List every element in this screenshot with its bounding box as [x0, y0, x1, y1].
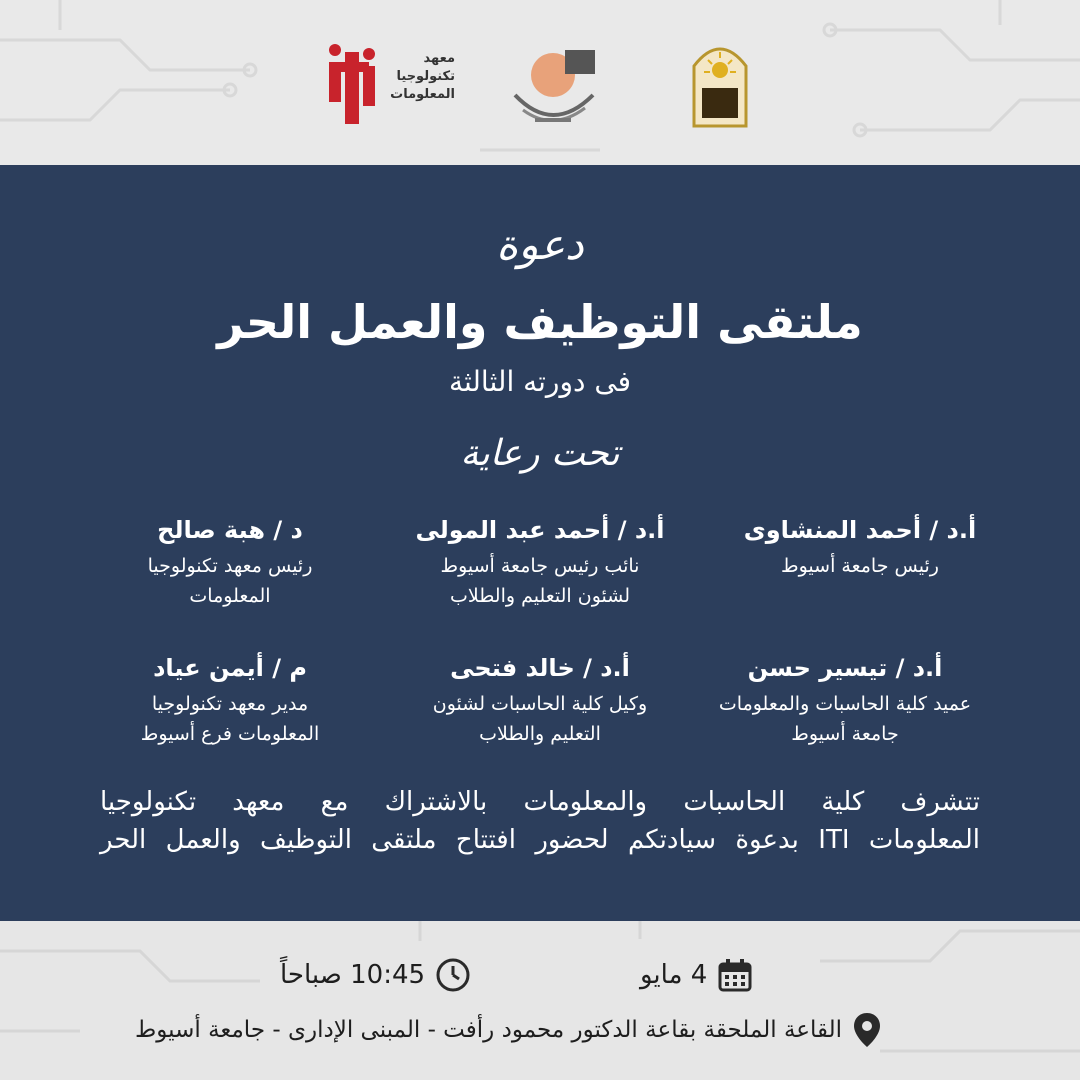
sponsor-role: رئيس جامعة أسيوط	[781, 555, 939, 577]
announcement-text	[100, 783, 980, 859]
iti-line-1: معهد	[423, 51, 455, 66]
iti-mark-icon	[325, 40, 385, 130]
assiut-university-logo	[690, 38, 750, 128]
clock-icon	[435, 957, 471, 993]
event-date-text: 4 مايو	[640, 960, 708, 990]
sponsor-role: عميد كلية الحاسبات والمعلومات جامعة أسيوط	[718, 693, 972, 745]
sponsor-name: د / هبة صالح	[157, 516, 303, 544]
sponsor-card	[80, 651, 380, 749]
quality-unit-logo	[505, 40, 600, 135]
event-subtitle: فى دورته الثالثة	[448, 365, 632, 398]
sponsor-card	[390, 651, 690, 749]
iti-line-3: المعلومات	[390, 87, 455, 102]
calendar-icon	[717, 957, 753, 993]
iti-logo	[325, 40, 455, 130]
announcement-line-1: تتشرف كلية الحاسبات والمعلومات بالاشتراك مع معهد تكنولوجيا	[100, 787, 980, 817]
sponsor-role: رئيس معهد تكنولوجيا المعلومات	[147, 555, 313, 607]
event-location-text: القاعة الملحقة بقاعة الدكتور محمود رأفت - المبنى الإدارى - جامعة أسيوط	[135, 1017, 843, 1043]
sponsor-name: أ.د / تيسير حسن	[747, 654, 943, 682]
sponsor-role: مدير معهد تكنولوجيا المعلومات فرع أسيوط	[140, 693, 320, 745]
quality-unit-emblem-icon	[505, 40, 600, 135]
sponsor-name: أ.د / خالد فتحى	[450, 654, 630, 682]
circuit-pattern	[0, 921, 1080, 1080]
sponsor-card	[390, 513, 690, 611]
announcement-line-2: المعلومات ITI بدعوة سيادتكم لحضور افتتاح ملتقى التوظيف والعمل الحر	[100, 825, 980, 855]
location-pin-icon	[852, 1011, 882, 1049]
sponsor-role: نائب رئيس جامعة أسيوط لشئون التعليم والطلاب	[440, 555, 640, 607]
patronage-label: تحت رعاية	[460, 433, 620, 474]
assiut-university-emblem-icon	[690, 38, 750, 128]
iti-line-2: تكنولوجيا	[396, 69, 455, 84]
event-time	[280, 957, 471, 993]
sponsor-name: م / أيمن عياد	[153, 654, 307, 682]
event-location	[135, 1011, 882, 1049]
invitation-label: دعوة	[496, 220, 584, 269]
event-title: ملتقى التوظيف والعمل الحر	[217, 295, 863, 349]
event-details	[0, 921, 1080, 1080]
sponsor-card	[695, 651, 995, 749]
sponsor-name: أ.د / أحمد المنشاوى	[743, 516, 977, 544]
sponsor-card	[80, 513, 380, 611]
event-date	[640, 957, 753, 993]
sponsor-role: وكيل كلية الحاسبات لشئون التعليم والطلاب	[432, 693, 648, 745]
header	[0, 0, 1080, 165]
invitation-panel	[0, 165, 1080, 921]
event-time-text: 10:45 صباحاً	[280, 960, 426, 990]
sponsor-name: أ.د / أحمد عبد المولى	[415, 516, 665, 544]
sponsor-card	[710, 513, 1010, 581]
